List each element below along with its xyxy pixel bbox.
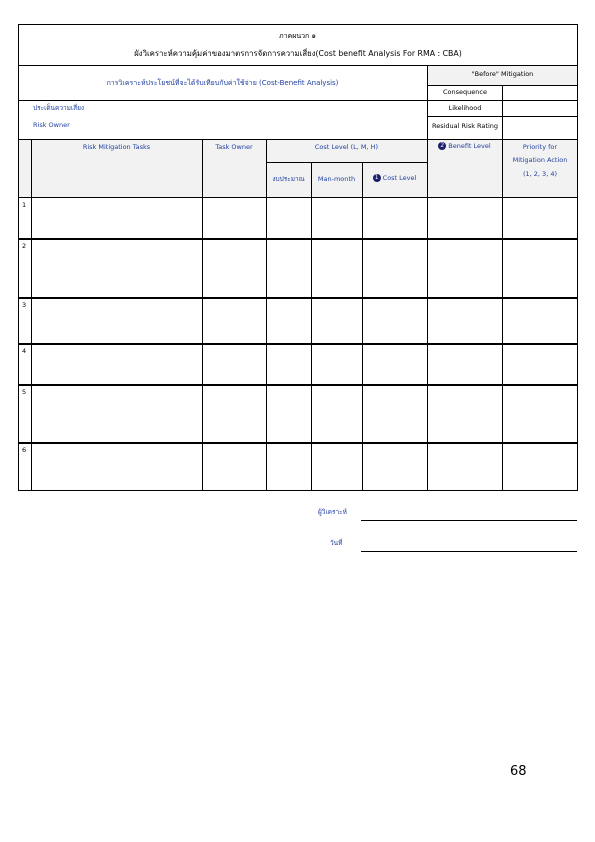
analyst-signature-line[interactable] bbox=[361, 520, 577, 521]
page-title: ผังวิเคราะห์ความคุ้มค่าของมาตรการจัดการความเสี่ยง(Cost benefit Analysis For RMA : CBA) bbox=[134, 49, 462, 58]
consequence-label: Consequence bbox=[443, 88, 487, 96]
col-benefit-level: 2 Benefit Level bbox=[427, 142, 502, 150]
col-cost-level: Cost Level (L, M, H) bbox=[314, 143, 379, 151]
col-priority-line3: (1, 2, 3, 4) bbox=[522, 170, 557, 178]
likelihood-label: Likelihood bbox=[448, 104, 482, 112]
marker-2-icon: 2 bbox=[438, 142, 446, 150]
row-number-5: 5 bbox=[22, 388, 27, 396]
marker-1-icon: 1 bbox=[373, 174, 381, 182]
row-number-4: 4 bbox=[22, 347, 27, 355]
row-number-6: 6 bbox=[22, 446, 27, 454]
risk-issue-label: ประเด็นความเสี่ยง bbox=[33, 104, 85, 112]
col-priority-line2: Mitigation Action bbox=[512, 156, 568, 164]
before-mitigation-heading: "Before" Mitigation bbox=[471, 70, 534, 78]
row-number-2: 2 bbox=[22, 242, 27, 250]
form-subtitle: การวิเคราะห์ประโยชน์ที่จะได้รับเทียบกับค่าใช้จ่าย (Cost-Benefit Analysis) bbox=[106, 79, 339, 87]
col-man-month: Man-month bbox=[317, 175, 356, 183]
col-risk-mitigation-tasks: Risk Mitigation Tasks bbox=[82, 143, 151, 151]
analyst-label: ผู้วิเคราะห์ bbox=[318, 508, 347, 516]
col-task-owner: Task Owner bbox=[215, 143, 253, 151]
col-budget: งบประมาณ bbox=[272, 175, 305, 183]
date-signature-line[interactable] bbox=[361, 551, 577, 552]
residual-risk-label: Residual Risk Rating bbox=[431, 122, 498, 130]
date-label: วันที่ bbox=[330, 539, 343, 547]
col-cost-level-sub: 1 Cost Level bbox=[362, 174, 427, 182]
appendix-label: ภาคผนวก ๑ bbox=[279, 32, 316, 40]
row-number-1: 1 bbox=[22, 201, 27, 209]
row-number-3: 3 bbox=[22, 301, 27, 309]
risk-owner-label: Risk Owner bbox=[33, 121, 70, 129]
page-number: 68 bbox=[510, 764, 527, 779]
col-priority-line1: Priority for bbox=[522, 143, 558, 151]
